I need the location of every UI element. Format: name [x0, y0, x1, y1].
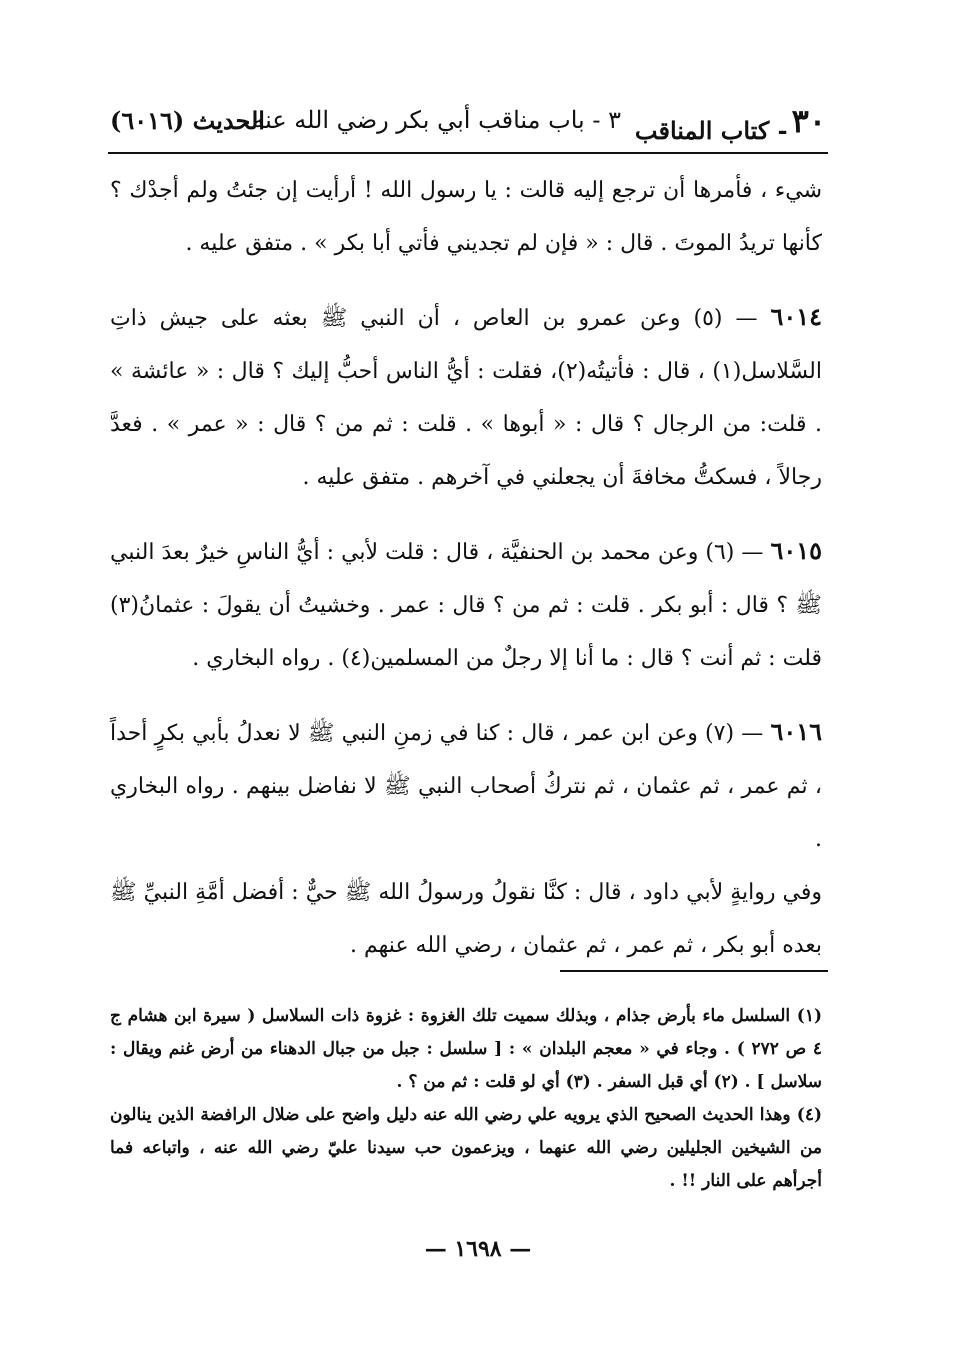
hadith-paragraph [110, 290, 822, 504]
page-header [110, 96, 826, 148]
hadith-text: — (٥) وعن عمرو بن العاص ، أن النبي ﷺ بعثه على جيش ذاتِ السَّلاسل(١) ، قال : فأتيتُه(٢)، فقلت : أيُّ الناس أحبُّ إليك ؟ قال : « عائشة » . قلت: من الرجال ؟ قال : « أبوها » . قلت : ثم من ؟ قال : « عمر » . فعدَّ رجالاً ، فسكتُّ مخافةَ أن يجعلني في آخرهم . متفق عليه . [110, 306, 822, 490]
hadith-text: — (٧) وعن ابن عمر ، قال : كنا في زمنِ النبي ﷺ لا نعدلُ بأبي بكرٍ أحداً ، ثم عمر ، ثم عثمان ، ثم نتركُ أصحاب النبي ﷺ لا نفاضل بينهم . رواه البخاري . [110, 721, 822, 852]
page-number: — ١٦٩٨ — [424, 1236, 532, 1262]
header-divider [108, 152, 828, 154]
chapter-title: - كتاب المناقب [634, 116, 788, 145]
hadith-number: ٦٠١٥ [770, 536, 823, 565]
hadith-paragraph [110, 705, 822, 866]
hadith-paragraph [110, 524, 822, 685]
footnote: (٤) وهذا الحديث الصحيح الذي يرويه علي رضي الله عنه دليل واضح على ضلال الرافضة الذين ينالون من الشيخين الجليلين رضي الله عنهما ، ويزعمون حب سيدنا عليّ رضي الله عنه ، واتباعه فما أجرأهم على النار !! . [110, 1105, 822, 1191]
chapter-heading [634, 102, 826, 145]
footnote-divider [560, 970, 828, 972]
chapter-number: ٣٠ [791, 102, 826, 140]
hadith-reference: الحديث (٦٠١٦) [110, 106, 265, 135]
hadith-number: ٦٠١٦ [770, 717, 822, 746]
section-title: ٣ - باب مناقب أبي بكر رضي الله عنه [252, 106, 621, 134]
paragraph-continuation: شيء ، فأمرها أن ترجع إليه قالت : يا رسول الله ! أرأيت إن جئتُ ولم أجدْك ؟ كأنها تريدُ الموتَ . قال : « فإن لم تجديني فأتي أبا بكر » . متفق عليه . [110, 178, 822, 256]
footnotes [110, 1000, 822, 1198]
footnote: (١) السلسل ماء بأرض جذام ، وبذلك سميت تلك الغزوة : غزوة ذات السلاسل ( سيرة ابن هشام ج ٤ ص ٢٧٢ ) . وجاء في « معجم البلدان » : [ سلسل : جبل من جبال الدهناء من أرض غنم ويقال : سلاسل ] . (٢) أي قبل السفر . (٣) أي لو قلت : ثم من ؟ . [110, 1006, 822, 1092]
hadith-number: ٦٠١٤ [770, 302, 823, 331]
hadith-text: — (٦) وعن محمد بن الحنفيَّة ، قال : قلت لأبي : أيُّ الناسِ خيرٌ بعدَ النبي ﷺ ؟ قال : أبو بكر . قلت : ثم من ؟ قال : عمر . وخشيتُ أن يقولَ : عثمانُ(٣) قلت : ثم أنت ؟ قال : ما أنا إلا رجلٌ من المسلمين(٤) . رواه البخاري . [110, 540, 822, 671]
main-text [110, 164, 822, 972]
narration-variant: وفي روايةٍ لأبي داود ، قال : كنَّا نقولُ ورسولُ الله ﷺ حيٌّ : أفضل أمَّةِ النبيِّ ﷺ بعده أبو بكر ، ثم عمر ، ثم عثمان ، رضي الله عنهم . [110, 880, 822, 958]
